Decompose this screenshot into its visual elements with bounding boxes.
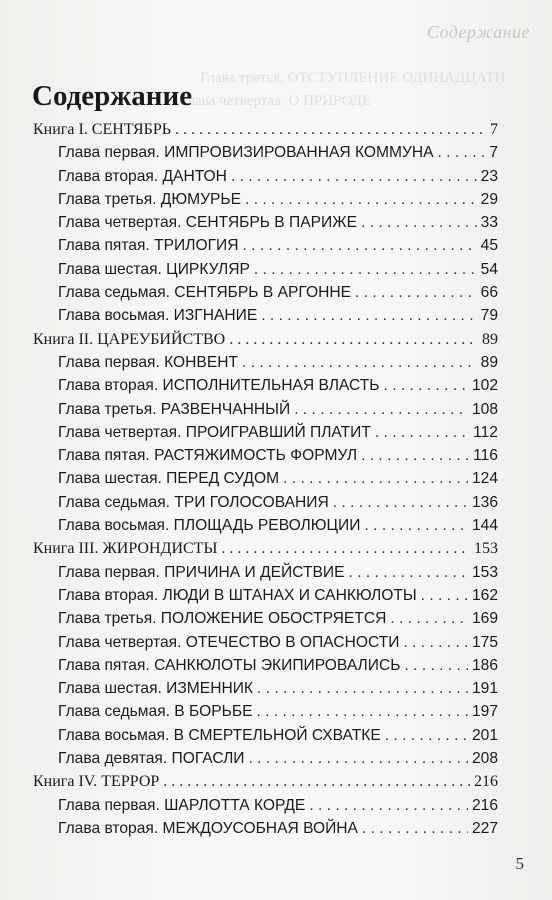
dot-leader (221, 537, 470, 560)
toc-entry-title: Глава четвертая. ПРОИГРАВШИЙ ПЛАТИТ (58, 423, 371, 441)
toc-entry-page: 216 (471, 796, 498, 814)
toc-entry-title: Глава первая. ШАРЛОТТА КОРДЕ (58, 796, 306, 814)
toc-entry-page: 112 (473, 423, 498, 441)
toc-chapter-entry (0, 141, 552, 164)
toc-chapter-entry (0, 747, 552, 770)
toc-chapter-entry (0, 421, 552, 444)
toc-entry-page: 45 (480, 237, 498, 255)
table-of-contents (0, 118, 552, 840)
dot-leader (175, 118, 486, 141)
toc-entry-title: Глава четвертая. ОТЕЧЕСТВО В ОПАСНОСТИ (58, 633, 400, 651)
toc-entry-page: 33 (480, 214, 498, 232)
toc-entry-page: 89 (480, 353, 498, 371)
toc-entry-page: 66 (480, 284, 498, 302)
toc-chapter-entry (0, 211, 552, 234)
dot-leader (231, 165, 477, 188)
toc-entry-title: Глава девятая. ПОГАСЛИ (58, 750, 245, 768)
dot-leader (254, 258, 477, 281)
dot-leader (385, 724, 468, 747)
toc-chapter-entry (0, 444, 552, 467)
toc-chapter-entry (0, 165, 552, 188)
dot-leader (242, 351, 477, 374)
toc-chapter-entry (0, 817, 552, 840)
toc-entry-page: 153 (474, 540, 498, 558)
toc-chapter-entry (0, 467, 552, 490)
toc-entry-page: 102 (471, 377, 498, 395)
toc-entry-title: Книга III. ЖИРОНДИСТЫ (33, 540, 218, 558)
toc-chapter-entry (0, 631, 552, 654)
toc-entry-title: Глава вторая. ЛЮДИ В ШТАНАХ И САНКЮЛОТЫ (58, 586, 417, 604)
dot-leader (349, 561, 468, 584)
toc-entry-title: Глава вторая. ДАНТОН (58, 167, 227, 185)
toc-entry-page: 169 (471, 610, 498, 628)
toc-entry-page: 201 (471, 726, 498, 744)
toc-entry-title: Глава первая. КОНВЕНТ (58, 353, 239, 371)
toc-entry-title: Глава седьмая. В БОРЬБЕ (58, 703, 253, 721)
toc-entry-title: Глава восьмая. ПЛОЩАДЬ РЕВОЛЮЦИИ (58, 517, 361, 535)
toc-entry-page: 23 (480, 167, 498, 185)
toc-entry-title: Глава первая. ПРИЧИНА И ДЕЙСТВИЕ (58, 563, 345, 581)
toc-entry-title: Книга I. СЕНТЯБРЬ (33, 121, 171, 138)
toc-chapter-entry (0, 654, 552, 677)
toc-entry-title: Книга II. ЦАРЕУБИЙСТВО (33, 330, 226, 348)
toc-entry-page: 175 (471, 633, 498, 651)
toc-entry-title: Глава четвертая. СЕНТЯБРЬ В ПАРИЖЕ (58, 214, 358, 232)
toc-chapter-entry (0, 351, 552, 374)
dot-leader (249, 747, 468, 770)
dot-leader (384, 374, 468, 397)
toc-entry-page: 186 (471, 656, 498, 674)
dot-leader (309, 794, 468, 817)
toc-entry-page: 116 (473, 447, 498, 465)
toc-entry-title: Глава шестая. ПЕРЕД СУДОМ (58, 470, 280, 488)
toc-chapter-entry (0, 374, 552, 397)
toc-entry-title: Глава третья. РАЗВЕНЧАННЫЙ (58, 400, 291, 418)
toc-chapter-entry (0, 491, 552, 514)
toc-chapter-entry (0, 584, 552, 607)
dot-leader (364, 514, 467, 537)
toc-entry-title: Глава восьмая. ИЗГНАНИЕ (58, 307, 258, 325)
bleed-through-text: Глава четвертая. О ПРИРОДЕ (180, 93, 372, 109)
dot-leader (261, 304, 476, 327)
toc-entry-page: 108 (471, 400, 498, 418)
toc-entry-title: Глава первая. ИМПРОВИЗИРОВАННАЯ КОММУНА (58, 144, 434, 162)
dot-leader (294, 398, 468, 421)
toc-entry-page: 29 (480, 190, 498, 208)
toc-book-entry (0, 328, 552, 351)
toc-chapter-entry (0, 398, 552, 421)
dot-leader (229, 328, 478, 351)
toc-entry-page: 136 (471, 493, 498, 511)
toc-entry-page: 208 (471, 750, 498, 768)
toc-entry-title: Глава восьмая. В СМЕРТЕЛЬНОЙ СХВАТКЕ (58, 726, 381, 744)
toc-entry-title: Глава седьмая. ТРИ ГОЛОСОВАНИЯ (58, 493, 329, 511)
toc-book-entry (0, 118, 552, 141)
toc-entry-title: Глава шестая. ИЗМЕННИК (58, 680, 254, 698)
toc-chapter-entry (0, 607, 552, 630)
dot-leader (390, 607, 468, 630)
toc-entry-page: 216 (474, 773, 498, 791)
toc-entry-page: 54 (480, 260, 498, 278)
toc-entry-title: Глава третья. ДЮМУРЬЕ (58, 190, 242, 208)
toc-entry-page: 197 (471, 703, 498, 721)
toc-chapter-entry (0, 514, 552, 537)
toc-entry-page: 89 (482, 330, 498, 348)
toc-chapter-entry (0, 700, 552, 723)
toc-entry-title: Глава шестая. ЦИРКУЛЯР (58, 260, 250, 278)
toc-entry-title: Глава седьмая. СЕНТЯБРЬ В АРГОННЕ (58, 284, 352, 302)
bleed-through-text: Глава третья. ОТСТУПЛЕНИЕ ОДИНАДЦАТИ (200, 70, 506, 86)
toc-entry-page: 153 (471, 563, 498, 581)
toc-entry-title: Глава пятая. САНКЮЛОТЫ ЭКИПИРОВАЛИСЬ (58, 656, 401, 674)
toc-entry-title: Глава вторая. МЕЖДОУСОБНАЯ ВОЙНА (58, 819, 358, 837)
toc-chapter-entry (0, 188, 552, 211)
toc-entry-title: Книга IV. ТЕРРОР (33, 773, 160, 791)
page-title: Содержание (32, 80, 193, 112)
toc-entry-title: Глава пятая. РАСТЯЖИМОСТЬ ФОРМУЛ (58, 447, 358, 465)
toc-entry-page: 227 (471, 819, 498, 837)
dot-leader (403, 631, 468, 654)
toc-entry-title: Глава вторая. ИСПОЛНИТЕЛЬНАЯ ВЛАСТЬ (58, 377, 380, 395)
dot-leader (375, 421, 469, 444)
toc-entry-page: 191 (471, 680, 498, 698)
dot-leader (333, 491, 468, 514)
dot-leader (283, 467, 468, 490)
dot-leader (257, 677, 468, 700)
dot-leader (257, 700, 468, 723)
dot-leader (245, 188, 477, 211)
toc-entry-page: 7 (489, 144, 498, 162)
dot-leader (361, 211, 477, 234)
dot-leader (421, 584, 468, 607)
running-head: Содержание (426, 22, 530, 42)
toc-chapter-entry (0, 234, 552, 257)
toc-book-entry (0, 770, 552, 793)
toc-chapter-entry (0, 794, 552, 817)
toc-entry-page: 79 (480, 307, 498, 325)
toc-entry-title: Глава пятая. ТРИЛОГИЯ (58, 237, 239, 255)
toc-book-entry (0, 537, 552, 560)
toc-chapter-entry (0, 258, 552, 281)
toc-entry-page: 162 (471, 586, 498, 604)
toc-chapter-entry (0, 304, 552, 327)
toc-entry-page: 144 (471, 517, 498, 535)
toc-entry-title: Глава третья. ПОЛОЖЕНИЕ ОБОСТРЯЕТСЯ (58, 610, 387, 628)
toc-entry-page: 7 (490, 121, 498, 138)
dot-leader (355, 281, 477, 304)
toc-chapter-entry (0, 677, 552, 700)
dot-leader (361, 444, 469, 467)
page-number: 5 (515, 854, 524, 873)
toc-chapter-entry (0, 561, 552, 584)
toc-chapter-entry (0, 281, 552, 304)
dot-leader (362, 817, 468, 840)
toc-chapter-entry (0, 724, 552, 747)
dot-leader (438, 141, 486, 164)
toc-entry-page: 124 (471, 470, 498, 488)
dot-leader (243, 234, 477, 257)
dot-leader (405, 654, 468, 677)
dot-leader (163, 770, 470, 793)
